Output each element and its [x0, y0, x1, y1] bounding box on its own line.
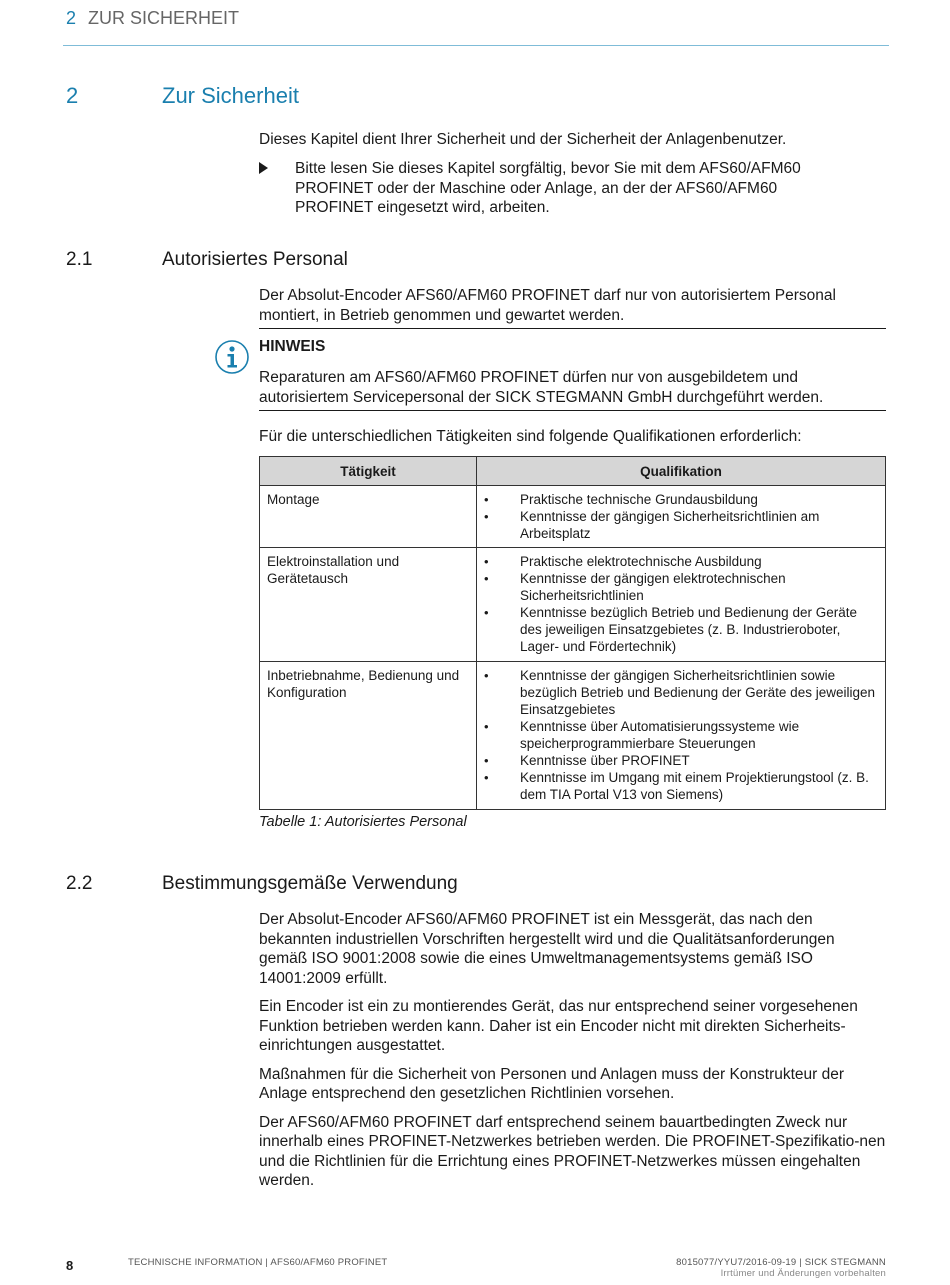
- chapter-number: 2: [66, 83, 79, 108]
- qualifications-table: [259, 456, 886, 810]
- section-2-1-text: Der Absolut-Encoder AFS60/AFM60 PROFINET darf nur von autorisiertem Personal montiert, in Betrieb genommen und gewartet werden.: [259, 287, 836, 324]
- table-header-activity: Tätigkeit: [260, 457, 477, 486]
- table-header-qualification: Qualifikation: [477, 457, 886, 486]
- running-header: [66, 8, 239, 29]
- table-cell-qualifications: [477, 548, 886, 662]
- paragraph: Der AFS60/AFM60 PROFINET darf entsprechend seinem bauartbedingten Zweck nur innerhalb eines PROFINET-Netzwerkes betrieben werden. Die PROFINET-Spezifikatio-nen und die Richtlinien für die Errichtung eines PROFINET-Netzwerkes müssen eingehalten werden.: [259, 1113, 886, 1189]
- info-icon: [214, 339, 250, 375]
- table-row: [260, 662, 886, 810]
- paragraph: Ein Encoder ist ein zu montierendes Gerät, das nur entsprechend seiner vorgesehenen Funktion betrieben werden kann. Daher ist ein Encoder nicht mit direkten Sicherheits-einrichtungen ausgestattet.: [259, 998, 858, 1054]
- page-number: 8: [66, 1258, 74, 1273]
- table-cell-qualifications: [477, 486, 886, 548]
- list-item: • Kenntnisse der gängigen elektrotechnischen Sicherheitsrichtlinien: [484, 570, 878, 604]
- table-cell-activity: Inbetriebnahme, Bedienung und Konfiguration: [260, 662, 477, 810]
- list-item: • Praktische technische Grundausbildung: [484, 491, 878, 508]
- list-item: • Kenntnisse über Automatisierungssysteme wie speicherprogrammierbare Steuerungen: [484, 718, 878, 752]
- paragraph: Maßnahmen für die Sicherheit von Personen und Anlagen muss der Konstrukteur der Anlage entsprechend den gesetzlichen Richtlinien vorsehen.: [259, 1065, 845, 1102]
- intro-text: Dieses Kapitel dient Ihrer Sicherheit und der Sicherheit der Anlagenbenutzer.: [259, 131, 787, 148]
- table-intro: Für die unterschiedlichen Tätigkeiten sind folgende Qualifikationen erforderlich:: [259, 428, 802, 445]
- notice-bottom-rule: [259, 410, 886, 411]
- list-item: • Kenntnisse über PROFINET: [484, 752, 878, 769]
- instruction-arrow-icon: [259, 162, 268, 174]
- chapter-title: Zur Sicherheit: [162, 83, 299, 108]
- running-header-number: 2: [66, 8, 77, 28]
- table-cell-activity: Elektroinstallation und Gerätetausch: [260, 548, 477, 662]
- footer-disclaimer: Irrtümer und Änderungen vorbehalten: [720, 1268, 886, 1279]
- footer-right-text: 8015077/YYU7/2016-09-19 | SICK STEGMANN: [676, 1257, 886, 1268]
- table-header-row: [260, 457, 886, 486]
- section-2-1-number: 2.1: [66, 249, 93, 270]
- paragraph: Der Absolut-Encoder AFS60/AFM60 PROFINET ist ein Messgerät, das nach den bekannten industriellen Vorschriften hergestellt wird und die Qualitätsanforderungen gemäß ISO 9001:2008 sowie die eines Umweltmanagementsystems gemäß ISO 14001:2009 erfüllt.: [259, 911, 835, 987]
- section-2-2-title: Bestimmungsgemäße Verwendung: [162, 873, 458, 894]
- list-item: • Kenntnisse der gängigen Sicherheitsrichtlinien am Arbeitsplatz: [484, 508, 878, 542]
- list-item: • Kenntnisse der gängigen Sicherheitsrichtlinien sowie bezüglich Betrieb und Bedienung der Geräte des jeweiligen Einsatzgebietes: [484, 667, 878, 718]
- table-row: [260, 486, 886, 548]
- table-row: [260, 548, 886, 662]
- table-caption: Tabelle 1: Autorisiertes Personal: [259, 814, 467, 830]
- footer-left-text: TECHNISCHE INFORMATION | AFS60/AFM60 PROFINET: [128, 1257, 388, 1268]
- section-2-1-title: Autorisiertes Personal: [162, 249, 348, 270]
- intro-instruction: Bitte lesen Sie dieses Kapitel sorgfältig, bevor Sie mit dem AFS60/AFM60 PROFINET oder der Maschine oder Anlage, an der der AFS60/AFM60 PROFINET eingesetzt wird, arbeiten.: [295, 160, 801, 216]
- notice-top-rule: [259, 328, 886, 329]
- header-divider: [63, 45, 889, 46]
- table-cell-activity: Montage: [260, 486, 477, 548]
- notice-text: Reparaturen am AFS60/AFM60 PROFINET dürfen nur von ausgebildetem und autorisiertem Servicepersonal der SICK STEGMANN GmbH durchgeführt werden.: [259, 369, 824, 406]
- footer-right: [676, 1257, 886, 1279]
- table-cell-qualifications: [477, 662, 886, 810]
- list-item: • Praktische elektrotechnische Ausbildung: [484, 553, 878, 570]
- section-2-2-number: 2.2: [66, 873, 93, 894]
- section-2-2-body: [259, 910, 887, 1200]
- notice-title: HINWEIS: [259, 338, 326, 355]
- running-header-title: ZUR SICHERHEIT: [88, 8, 240, 28]
- list-item: • Kenntnisse im Umgang mit einem Projektierungstool (z. B. dem TIA Portal V13 von Siemens): [484, 769, 878, 803]
- list-item: • Kenntnisse bezüglich Betrieb und Bedienung der Geräte des jeweiligen Einsatzgebietes (z. B. Industrieroboter, Lager- und Fördertechnik): [484, 604, 878, 655]
